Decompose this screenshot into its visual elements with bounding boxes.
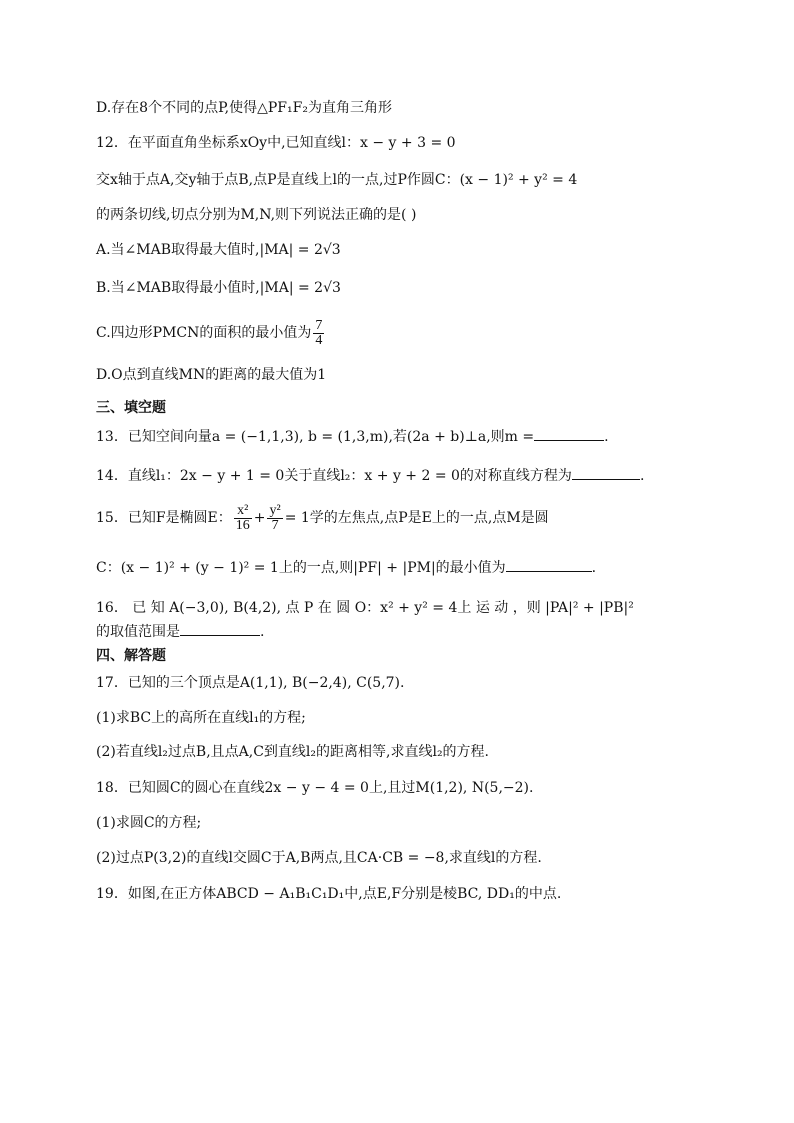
option-11-d: D.存在8个不同的点P,使得△PF₁F₂为直角三角形: [96, 100, 392, 116]
question-15-line-2: [96, 557, 698, 578]
question-15-text-2: = 1学的左焦点,点P是E上的一点,点M是圆: [284, 510, 549, 526]
option-12-a: A.当∠MAB取得最大值时,|MA| = 2√3: [96, 242, 341, 258]
option-12-c-text: C.四边形PMCN的面积的最小值为: [96, 325, 312, 341]
question-13: [96, 426, 698, 447]
section-fill-in: 三、填空题: [96, 400, 166, 416]
fraction-numerator: 7: [315, 317, 323, 333]
fraction-numerator: y²: [269, 502, 281, 518]
fraction-denominator: 16: [235, 517, 250, 533]
plus-sign: +: [253, 510, 266, 526]
question-18: 18．已知圆C的圆心在直线2x − y − 4 = 0上,且过M(1,2), N(5,−2).: [96, 780, 534, 796]
period: .: [591, 560, 597, 576]
question-13-text: 13．已知空间向量a = (−1,1,3), b = (1,3,m),若(2a + b)⊥a,则m =: [96, 429, 535, 445]
period: .: [604, 429, 609, 445]
question-15-text: 15．已知F是椭圆E：: [96, 510, 232, 526]
question-17: 17．已知的三个顶点是A(1,1), B(−2,4), C(5,7).: [96, 675, 405, 691]
fraction-7-over-4: [313, 319, 324, 348]
question-14-text: 14．直线l₁：2x − y + 1 = 0关于直线l₂：x + y + 2 = 0的对称直线方程为: [96, 468, 572, 484]
question-18-part-2: (2)过点P(3,2)的直线l交圆C于A,B两点,且CA·CB = −8,求直线l的方程.: [96, 850, 542, 866]
answer-blank: [506, 557, 592, 572]
question-14: [96, 465, 698, 486]
question-17-part-1: (1)求BC上的高所在直线l₁的方程;: [96, 710, 306, 726]
fraction-y2-over-7: [267, 504, 282, 533]
period: .: [639, 468, 645, 484]
fraction-x2-over-16: [234, 504, 252, 533]
question-15b-text: C：(x − 1)² + (y − 1)² = 1上的一点,则|PF| + |PM|的最小值为: [96, 560, 506, 576]
fraction-denominator: 7: [271, 517, 279, 533]
question-16: 16． 已 知 A(−3,0), B(4,2), 点 P 在 圆 O：x² + y² = 4上 运 动 ，则 |PA|² + |PB|²: [96, 600, 634, 616]
question-12-line-3: 的两条切线,切点分别为M,N,则下列说法正确的是( ): [96, 207, 417, 223]
section-answer: 四、解答题: [96, 648, 166, 664]
option-12-d: D.O点到直线MN的距离的最大值为1: [96, 367, 327, 383]
answer-blank: [180, 621, 260, 636]
question-12-line-2: 交x轴于点A,交y轴于点B,点P是直线上l的一点,过P作圆C：(x − 1)² + y² = 4: [96, 172, 578, 188]
fraction-denominator: 4: [315, 332, 323, 348]
question-16-line-2: [96, 621, 698, 642]
option-12-c: [96, 316, 698, 350]
question-19: 19．如图,在正方体ABCD − A₁B₁C₁D₁中,点E,F分别是棱BC, DD₁的中点.: [96, 886, 562, 902]
question-12: 12．在平面直角坐标系xOy中,已知直线l：x − y + 3 = 0: [96, 135, 456, 151]
period: .: [260, 624, 265, 640]
question-17-part-2: (2)若直线l₂过点B,且点A,C到直线l₂的距离相等,求直线l₂的方程.: [96, 744, 490, 760]
question-16b-text: 的取值范围是: [96, 624, 180, 640]
answer-blank: [534, 426, 604, 441]
answer-blank: [572, 465, 640, 480]
question-15: [96, 500, 698, 536]
option-12-b: B.当∠MAB取得最小值时,|MA| = 2√3: [96, 280, 341, 296]
fraction-numerator: x²: [234, 504, 252, 519]
question-18-part-1: (1)求圆C的方程;: [96, 815, 202, 831]
